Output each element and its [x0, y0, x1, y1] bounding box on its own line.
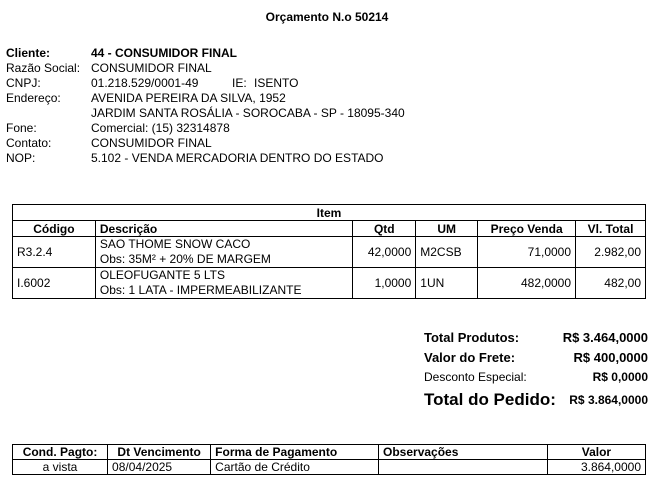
cell-descricao: [95, 237, 352, 268]
cell-cond: a vista: [13, 460, 108, 475]
item-description: SAO THOME SNOW CACO: [99, 237, 251, 251]
valor-frete-value: R$ 400,0000: [573, 350, 648, 365]
fone-label: Fone:: [6, 121, 37, 135]
valor-frete-label: Valor do Frete:: [424, 350, 516, 365]
col-header-obs: Observações: [379, 445, 548, 460]
desconto-value: R$ 0,0000: [592, 370, 648, 384]
cell-forma: Cartão de Crédito: [211, 460, 379, 475]
endereco2-value: JARDIM SANTA ROSÁLIA - SOROCABA - SP - 18095-340: [91, 106, 405, 120]
cell-obs: [379, 460, 548, 475]
valor-frete-row: [424, 350, 648, 370]
cell-codigo: R3.2.4: [13, 237, 96, 268]
col-header-total: Vl. Total: [576, 221, 646, 237]
col-header-preco: Preço Venda: [478, 221, 576, 237]
total-pedido-row: [424, 390, 648, 414]
table-row: [13, 237, 646, 268]
payment-table: [12, 444, 646, 475]
table-row: [13, 460, 646, 475]
nop-value: 5.102 - VENDA MERCADORIA DENTRO DO ESTADO: [91, 151, 384, 165]
items-caption-row: [13, 205, 646, 221]
endereco-value: AVENIDA PEREIRA DA SILVA, 1952: [91, 91, 286, 105]
total-produtos-label: Total Produtos:: [424, 330, 520, 345]
cell-qtd: 1,0000: [353, 268, 416, 299]
desconto-row: [424, 370, 648, 390]
col-header-valor: Valor: [547, 445, 645, 460]
cell-descricao: [95, 268, 352, 299]
cell-preco: 71,0000: [478, 237, 576, 268]
payment-header-row: [13, 445, 646, 460]
col-header-vencimento: Dt Vencimento: [108, 445, 211, 460]
cell-um: M2CSB: [416, 237, 478, 268]
items-caption: Item: [13, 205, 646, 221]
total-produtos-value: R$ 3.464,0000: [562, 330, 648, 345]
cell-total: 482,00: [576, 268, 646, 299]
col-header-qtd: Qtd: [353, 221, 416, 237]
contato-label: Contato:: [6, 136, 52, 150]
client-label: Cliente:: [6, 46, 51, 60]
endereco-label: Endereço:: [6, 91, 61, 105]
ie-label: IE:: [232, 76, 247, 90]
col-header-cond: Cond. Pagto:: [13, 445, 108, 460]
totals-block: [424, 330, 648, 414]
col-header-codigo: Código: [13, 221, 96, 237]
cell-preco: 482,0000: [478, 268, 576, 299]
cell-vencimento: 08/04/2025: [108, 460, 211, 475]
cnpj-value: 01.218.529/0001-49: [91, 76, 199, 90]
item-description: OLEOFUGANTE 5 LTS: [99, 268, 225, 282]
table-row: [13, 268, 646, 299]
col-header-descricao: Descrição: [95, 221, 352, 237]
cell-um: 1UN: [416, 268, 478, 299]
razao-label: Razão Social:: [6, 61, 81, 75]
item-obs: Obs: 1 LATA - IMPERMEABILIZANTE: [99, 283, 302, 297]
col-header-um: UM: [416, 221, 478, 237]
razao-value: CONSUMIDOR FINAL: [91, 61, 212, 75]
total-pedido-label: Total do Pedido:: [424, 390, 556, 409]
fone-value: Comercial: (15) 32314878: [91, 121, 230, 135]
contato-value: CONSUMIDOR FINAL: [91, 136, 212, 150]
total-produtos-row: [424, 330, 648, 350]
cell-valor: 3.864,0000: [547, 460, 645, 475]
page-title: Orçamento N.o 50214: [265, 10, 389, 24]
col-header-forma: Forma de Pagamento: [211, 445, 379, 460]
total-pedido-value: R$ 3.864,0000: [569, 393, 648, 407]
items-table: [12, 204, 646, 299]
items-header-row: [13, 221, 646, 237]
client-value: 44 - CONSUMIDOR FINAL: [91, 46, 238, 60]
cell-qtd: 42,0000: [353, 237, 416, 268]
item-obs: Obs: 35M² + 20% DE MARGEM: [99, 252, 271, 266]
nop-label: NOP:: [6, 151, 36, 165]
desconto-label: Desconto Especial:: [424, 370, 527, 384]
ie-value: ISENTO: [254, 76, 299, 90]
cell-total: 2.982,00: [576, 237, 646, 268]
cell-codigo: I.6002: [13, 268, 96, 299]
cnpj-label: CNPJ:: [6, 76, 41, 90]
